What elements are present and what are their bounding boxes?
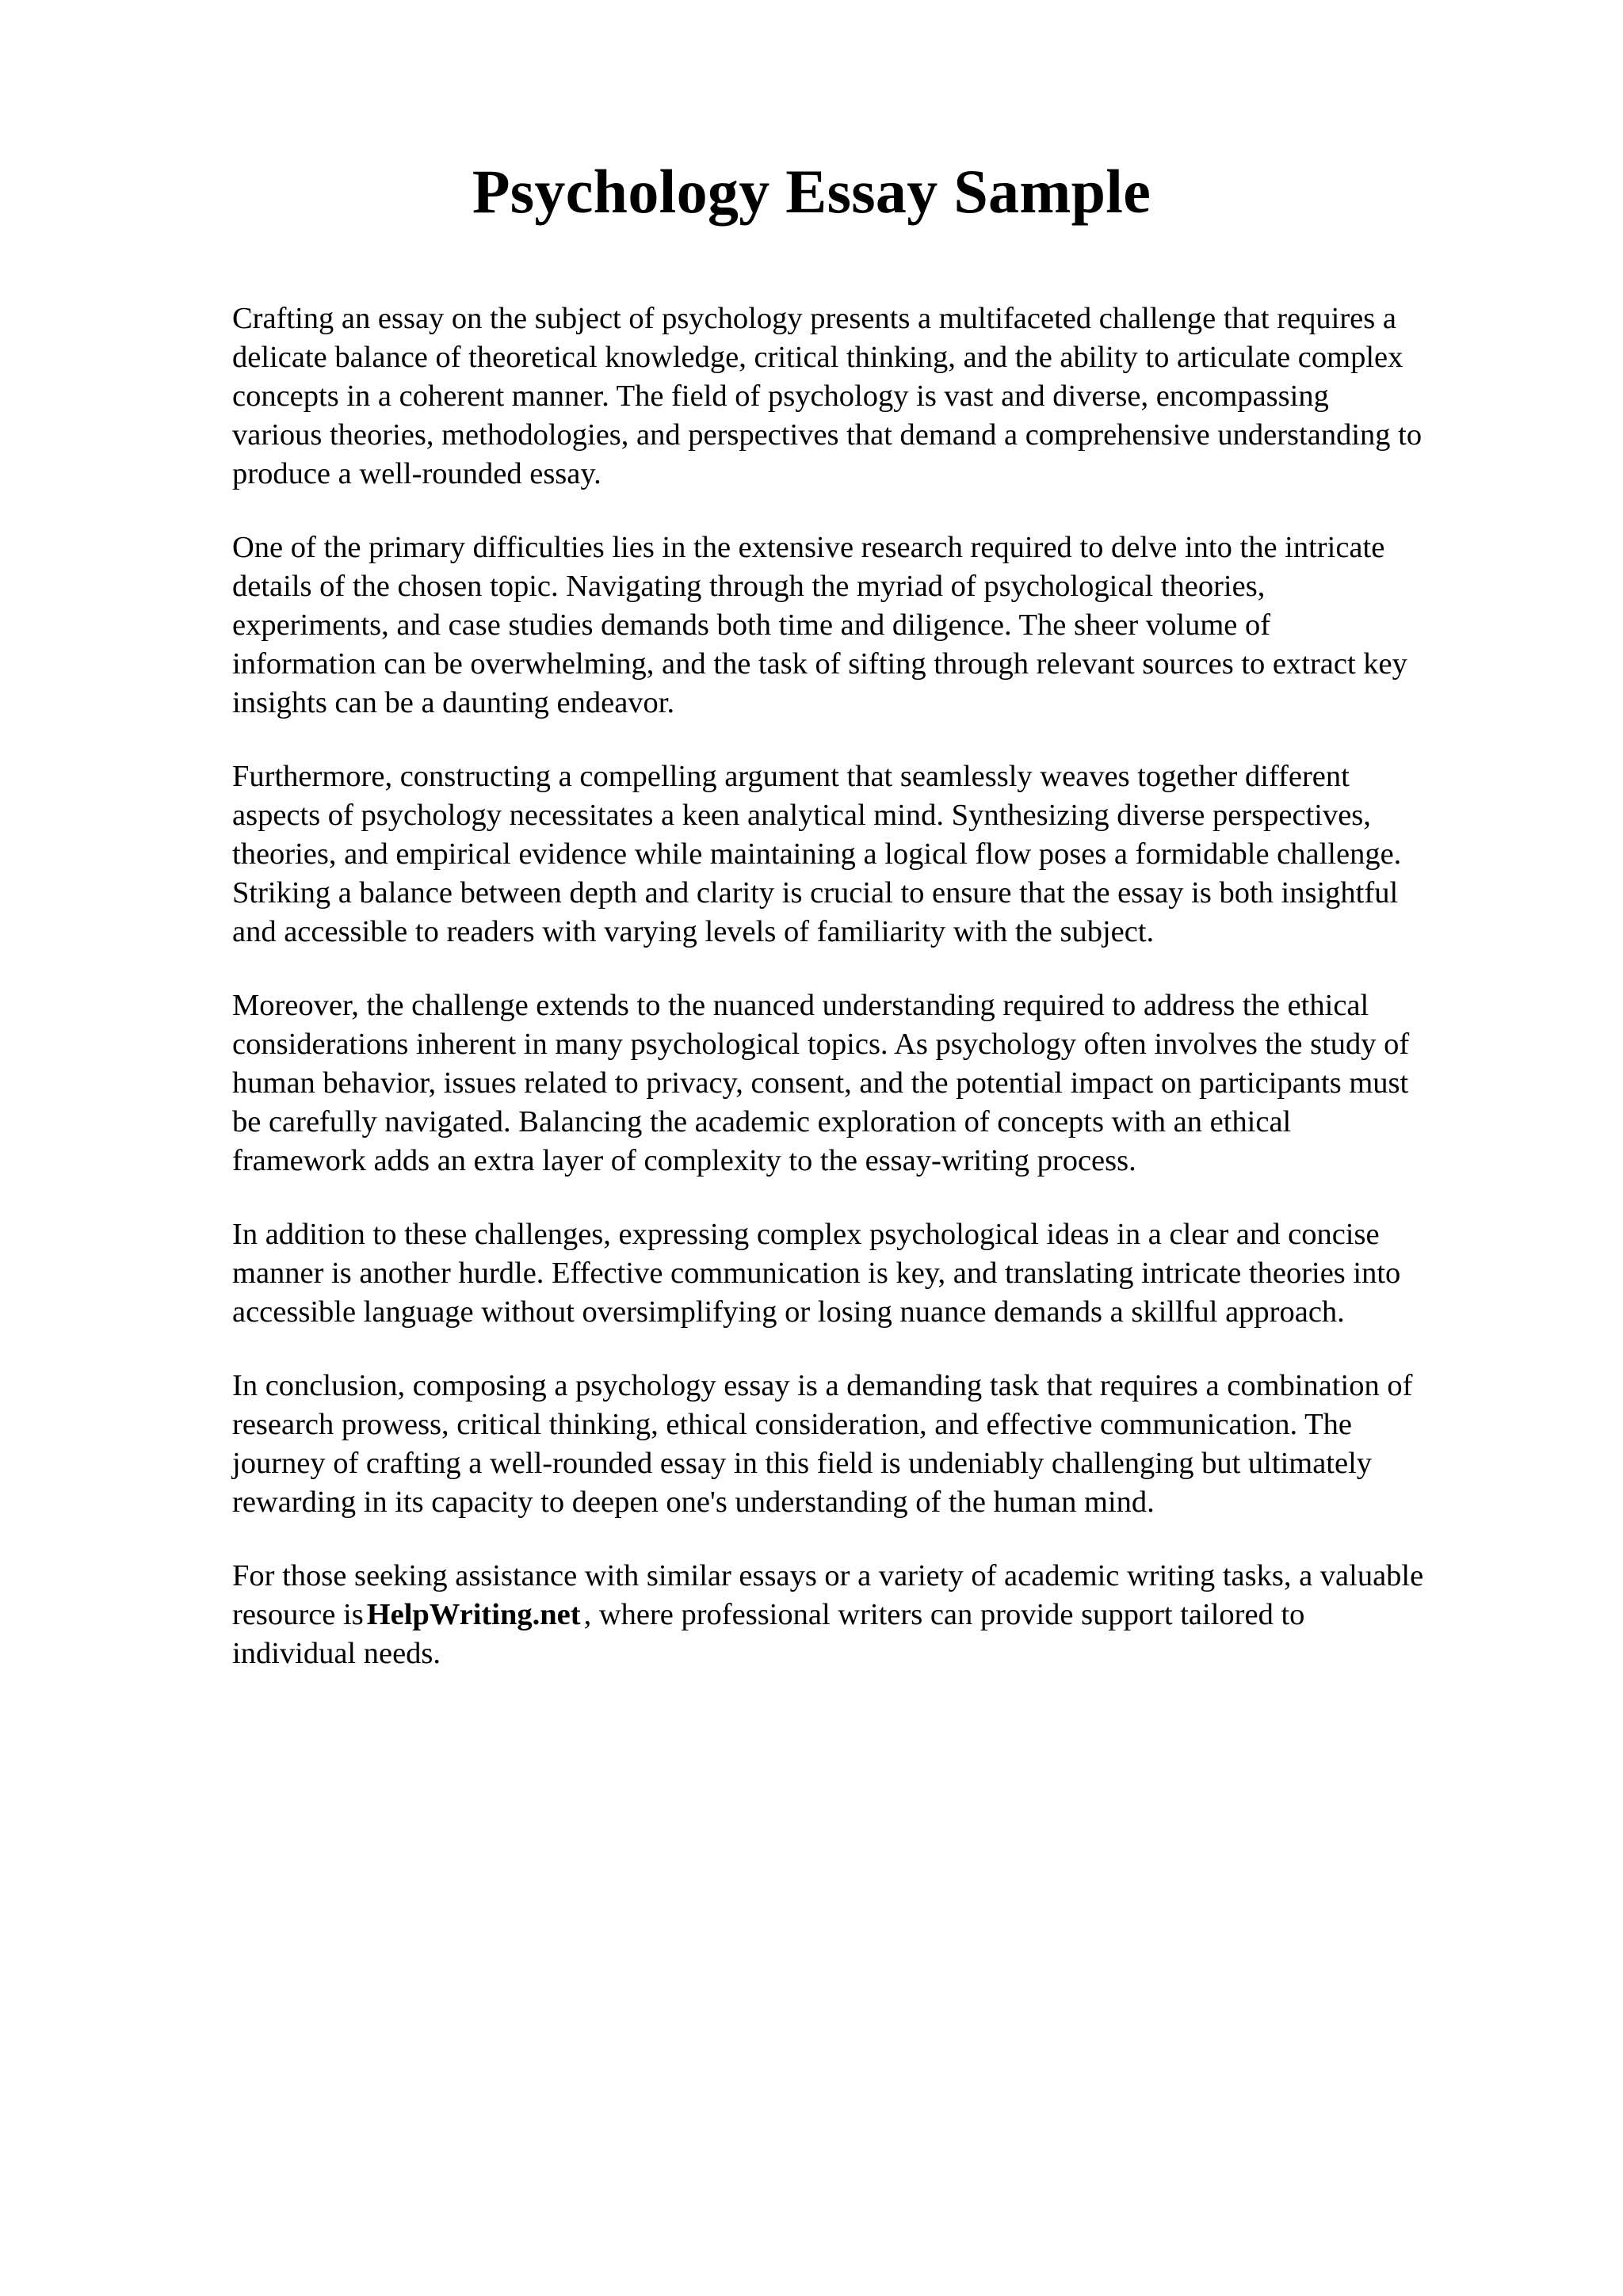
paragraph-conclusion: In conclusion, composing a psychology essay is a demanding task that requires a combination of research prowess, critical thinking, ethical consideration, and effective communication. The journey of crafting a well-rounded essay in this field is undeniably challenging but ultimately rewarding in its capacity to deepen one's understanding of the human mind. [232, 1369, 1413, 1519]
paragraph-ethics: Moreover, the challenge extends to the nuanced understanding required to address the ethical considerations inherent in many psychological topics. As psychology often involves the study of human behavior, issues related to privacy, consent, and the potential impact on participants must be carefully navigated. Balancing the academic exploration of concepts with an ethical framework adds an extra layer of complexity to the essay-writing process. [232, 989, 1410, 1177]
document-title: Psychology Essay Sample [472, 157, 1151, 226]
closing-text-after: , where professional writers can provide support tailored to individual needs. [232, 1598, 1305, 1670]
paragraph-research: One of the primary difficulties lies in the extensive research required to delve into the intricate details of the chosen topic. Navigating through the myriad of psychological theories, experiments, and case studies demands both time and diligence. The sheer volume of information can be overwhelming, and the task of sifting through relevant sources to extract key insights can be a daunting endeavor. [232, 531, 1407, 719]
closing-text-before: For those seeking assistance with similar essays or a variety of academic writing tasks, a valuable resource is [232, 1559, 1424, 1631]
document-body [232, 299, 1528, 1708]
helpwriting-link[interactable]: HelpWriting.net [366, 1598, 581, 1631]
paragraph-communication: In addition to these challenges, expressing complex psychological ideas in a clear and concise manner is another hurdle. Effective communication is key, and translating intricate theories into accessible language without oversimplifying or losing nuance demands a skillful approach. [232, 1218, 1401, 1329]
paragraph-closing [232, 1557, 1528, 1673]
paragraph-intro: Crafting an essay on the subject of psychology presents a multifaceted challenge that requires a delicate balance of theoretical knowledge, critical thinking, and the ability to articulate complex concepts in a coherent manner. The field of psychology is vast and diverse, encompassing various theories, methodologies, and perspectives that demand a comprehensive understanding to produce a well-rounded essay. [232, 302, 1423, 490]
paragraph-argument: Furthermore, constructing a compelling argument that seamlessly weaves together different aspects of psychology necessitates a keen analytical mind. Synthesizing diverse perspectives, theories, and empirical evidence while maintaining a logical flow poses a formidable challenge. Striking a balance between depth and clarity is crucial to ensure that the essay is both insightful and accessible to readers with varying levels of familiarity with the subject. [232, 760, 1402, 948]
